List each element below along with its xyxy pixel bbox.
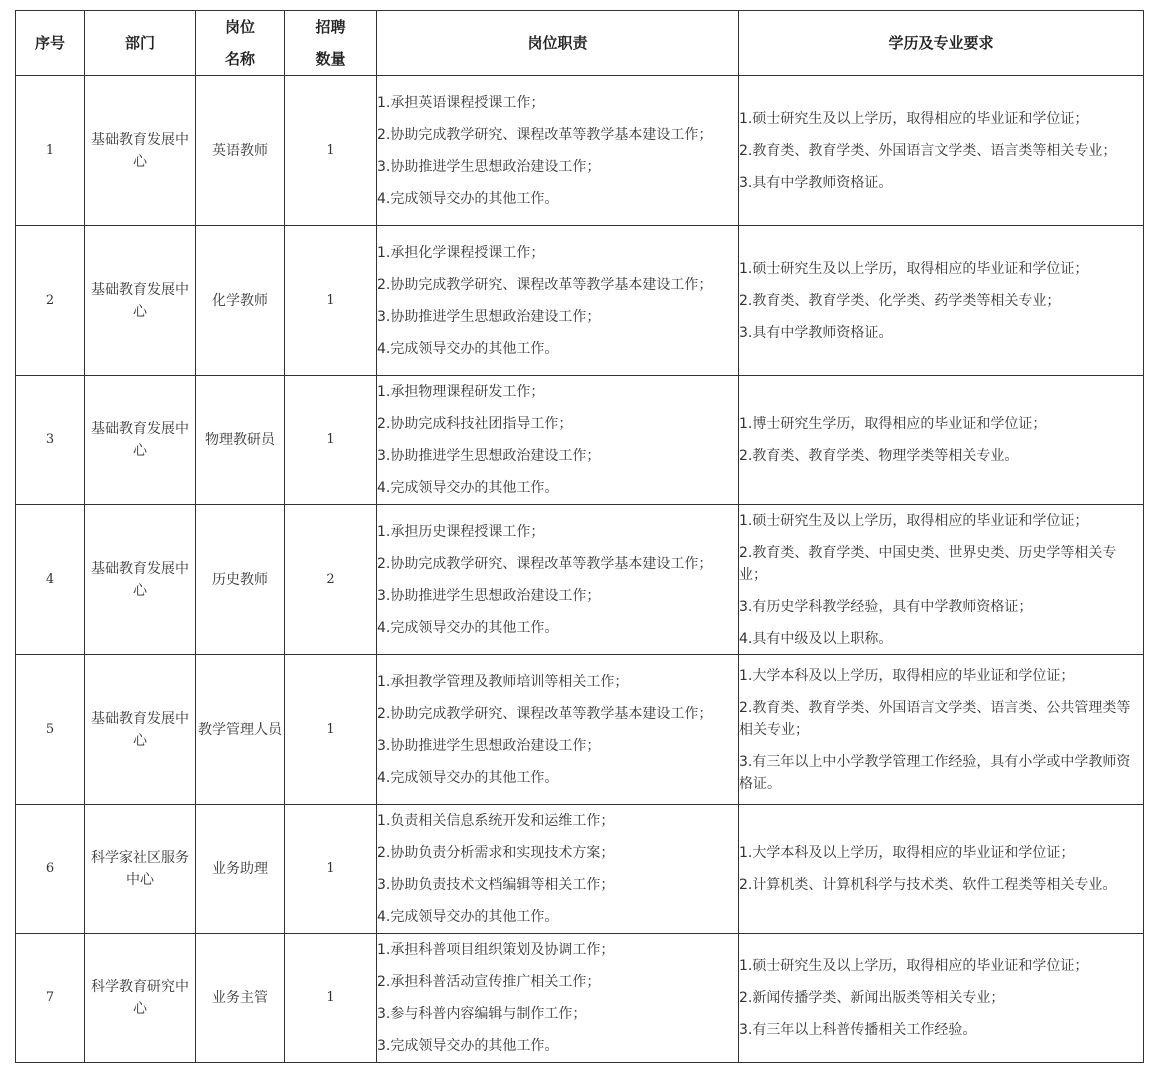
requirement-item: 3.有三年以上科普传播相关工作经验。 <box>739 1022 977 1038</box>
table-row <box>16 226 1144 376</box>
requirement-item: 2.教育类、教育学类、物理学类等相关专业。 <box>739 448 1019 464</box>
requirement-item: 2.教育类、教育学类、外国语言文学类、语言类等相关专业； <box>739 142 1117 159</box>
duty-item: 4.完成领导交办的其他工作。 <box>377 769 559 786</box>
requirement-item: 2.教育类、教育学类、中国史类、世界史类、历史学等相关专业； <box>739 544 1117 583</box>
row-duties <box>377 805 739 934</box>
row-requirements <box>739 655 1144 805</box>
row-count: 1 <box>285 76 377 226</box>
row-duties <box>377 226 739 376</box>
duty-item: 1.承担教学管理及教师培训等相关工作； <box>377 673 629 690</box>
row-index: 1 <box>16 76 85 226</box>
header-count-line2: 数量 <box>315 50 346 68</box>
table-row <box>16 376 1144 505</box>
duty-item: 4.完成领导交办的其他工作。 <box>377 190 559 207</box>
requirement-item: 1.大学本科及以上学历，取得相应的毕业证和学位证； <box>739 845 1075 861</box>
requirement-item: 1.硕士研究生及以上学历，取得相应的毕业证和学位证； <box>739 512 1089 529</box>
row-requirements <box>739 934 1144 1063</box>
row-duties <box>377 76 739 226</box>
row-department: 基础教育发展中心 <box>85 376 196 505</box>
requirement-item: 3.有历史学科教学经验，具有中学教师资格证； <box>739 598 1033 615</box>
duty-item: 2.协助完成教学研究、课程改革等教学基本建设工作； <box>377 126 713 143</box>
duty-item: 1.承担化学课程授课工作； <box>377 244 545 261</box>
row-count: 1 <box>285 934 377 1063</box>
row-position: 教学管理人员 <box>196 655 285 805</box>
header-department: 部门 <box>85 11 196 76</box>
duty-item: 3.参与科普内容编辑与制作工作； <box>377 1006 587 1022</box>
duty-item: 4.完成领导交办的其他工作。 <box>377 619 559 636</box>
requirement-item: 3.有三年以上中小学教学管理工作经验，具有小学或中学教师资格证。 <box>739 753 1131 792</box>
header-duties: 岗位职责 <box>377 11 739 76</box>
duty-item: 3.协助推进学生思想政治建设工作； <box>377 308 601 325</box>
row-index: 7 <box>16 934 85 1063</box>
row-requirements <box>739 376 1144 505</box>
duty-item: 2.承担科普活动宣传推广相关工作； <box>377 974 601 990</box>
duty-item: 2.协助完成教学研究、课程改革等教学基本建设工作； <box>377 276 713 293</box>
row-index: 4 <box>16 505 85 655</box>
row-count: 1 <box>285 805 377 934</box>
duty-item: 1.承担历史课程授课工作； <box>377 523 545 540</box>
row-requirements <box>739 226 1144 376</box>
duty-item: 3.协助推进学生思想政治建设工作； <box>377 587 601 604</box>
row-index: 2 <box>16 226 85 376</box>
row-department: 科学教育研究中心 <box>85 934 196 1063</box>
table-row <box>16 505 1144 655</box>
duty-item: 3.完成领导交办的其他工作。 <box>377 1038 559 1054</box>
duty-item: 2.协助完成科技社团指导工作； <box>377 416 573 432</box>
row-department: 基础教育发展中心 <box>85 226 196 376</box>
duty-item: 1.承担英语课程授课工作； <box>377 94 545 111</box>
requirement-item: 4.具有中级及以上职称。 <box>739 630 893 647</box>
requirement-item: 2.新闻传播学类、新闻出版类等相关专业； <box>739 990 1005 1006</box>
row-index: 5 <box>16 655 85 805</box>
row-duties <box>377 655 739 805</box>
duty-item: 3.协助负责技术文档编辑等相关工作； <box>377 877 615 893</box>
row-department: 基础教育发展中心 <box>85 76 196 226</box>
row-duties <box>377 505 739 655</box>
row-duties <box>377 376 739 505</box>
row-index: 3 <box>16 376 85 505</box>
requirement-item: 3.具有中学教师资格证。 <box>739 174 893 191</box>
requirement-item: 1.硕士研究生及以上学历，取得相应的毕业证和学位证； <box>739 260 1089 277</box>
requirement-item: 1.大学本科及以上学历，取得相应的毕业证和学位证； <box>739 667 1075 684</box>
header-position-line1: 岗位 <box>224 18 255 36</box>
row-position: 业务助理 <box>196 805 285 934</box>
duty-item: 1.负责相关信息系统开发和运维工作； <box>377 813 615 829</box>
row-count: 1 <box>285 655 377 805</box>
row-index: 6 <box>16 805 85 934</box>
recruitment-table <box>15 10 1144 1063</box>
row-department: 基础教育发展中心 <box>85 655 196 805</box>
row-position: 历史教师 <box>196 505 285 655</box>
duty-item: 1.承担物理课程研发工作； <box>377 384 545 400</box>
header-count <box>285 11 377 76</box>
header-count-line1: 招聘 <box>315 18 346 36</box>
duty-item: 1.承担科普项目组织策划及协调工作； <box>377 942 615 958</box>
table-row <box>16 655 1144 805</box>
requirement-item: 2.教育类、教育学类、化学类、药学类等相关专业； <box>739 292 1061 309</box>
duty-item: 2.协助完成教学研究、课程改革等教学基本建设工作； <box>377 555 713 572</box>
requirement-item: 1.硕士研究生及以上学历，取得相应的毕业证和学位证； <box>739 958 1089 974</box>
row-position: 化学教师 <box>196 226 285 376</box>
duty-item: 2.协助完成教学研究、课程改革等教学基本建设工作； <box>377 705 713 722</box>
header-index: 序号 <box>16 11 85 76</box>
requirement-item: 1.硕士研究生及以上学历，取得相应的毕业证和学位证； <box>739 110 1089 127</box>
row-department: 基础教育发展中心 <box>85 505 196 655</box>
header-row <box>16 11 1144 76</box>
row-count: 1 <box>285 376 377 505</box>
row-position: 物理教研员 <box>196 376 285 505</box>
row-count: 2 <box>285 505 377 655</box>
table-row <box>16 805 1144 934</box>
duty-item: 3.协助推进学生思想政治建设工作； <box>377 158 601 175</box>
table-row <box>16 934 1144 1063</box>
duty-item: 4.完成领导交办的其他工作。 <box>377 340 559 357</box>
duty-item: 4.完成领导交办的其他工作。 <box>377 909 559 925</box>
row-requirements <box>739 805 1144 934</box>
row-position: 业务主管 <box>196 934 285 1063</box>
row-department: 科学家社区服务中心 <box>85 805 196 934</box>
header-position-line2: 名称 <box>224 50 255 68</box>
row-count: 1 <box>285 226 377 376</box>
requirement-item: 2.教育类、教育学类、外国语言文学类、语言类、公共管理类等相关专业； <box>739 699 1131 738</box>
requirement-item: 1.博士研究生学历，取得相应的毕业证和学位证； <box>739 416 1047 432</box>
duty-item: 3.协助推进学生思想政治建设工作； <box>377 448 601 464</box>
row-duties <box>377 934 739 1063</box>
requirement-item: 2.计算机类、计算机科学与技术类、软件工程类等相关专业。 <box>739 877 1117 893</box>
header-position <box>196 11 285 76</box>
duty-item: 4.完成领导交办的其他工作。 <box>377 480 559 496</box>
header-requirements: 学历及专业要求 <box>739 11 1144 76</box>
duty-item: 3.协助推进学生思想政治建设工作； <box>377 737 601 754</box>
row-requirements <box>739 505 1144 655</box>
row-position: 英语教师 <box>196 76 285 226</box>
row-requirements <box>739 76 1144 226</box>
table-row <box>16 76 1144 226</box>
requirement-item: 3.具有中学教师资格证。 <box>739 324 893 341</box>
duty-item: 2.协助负责分析需求和实现技术方案； <box>377 845 615 861</box>
